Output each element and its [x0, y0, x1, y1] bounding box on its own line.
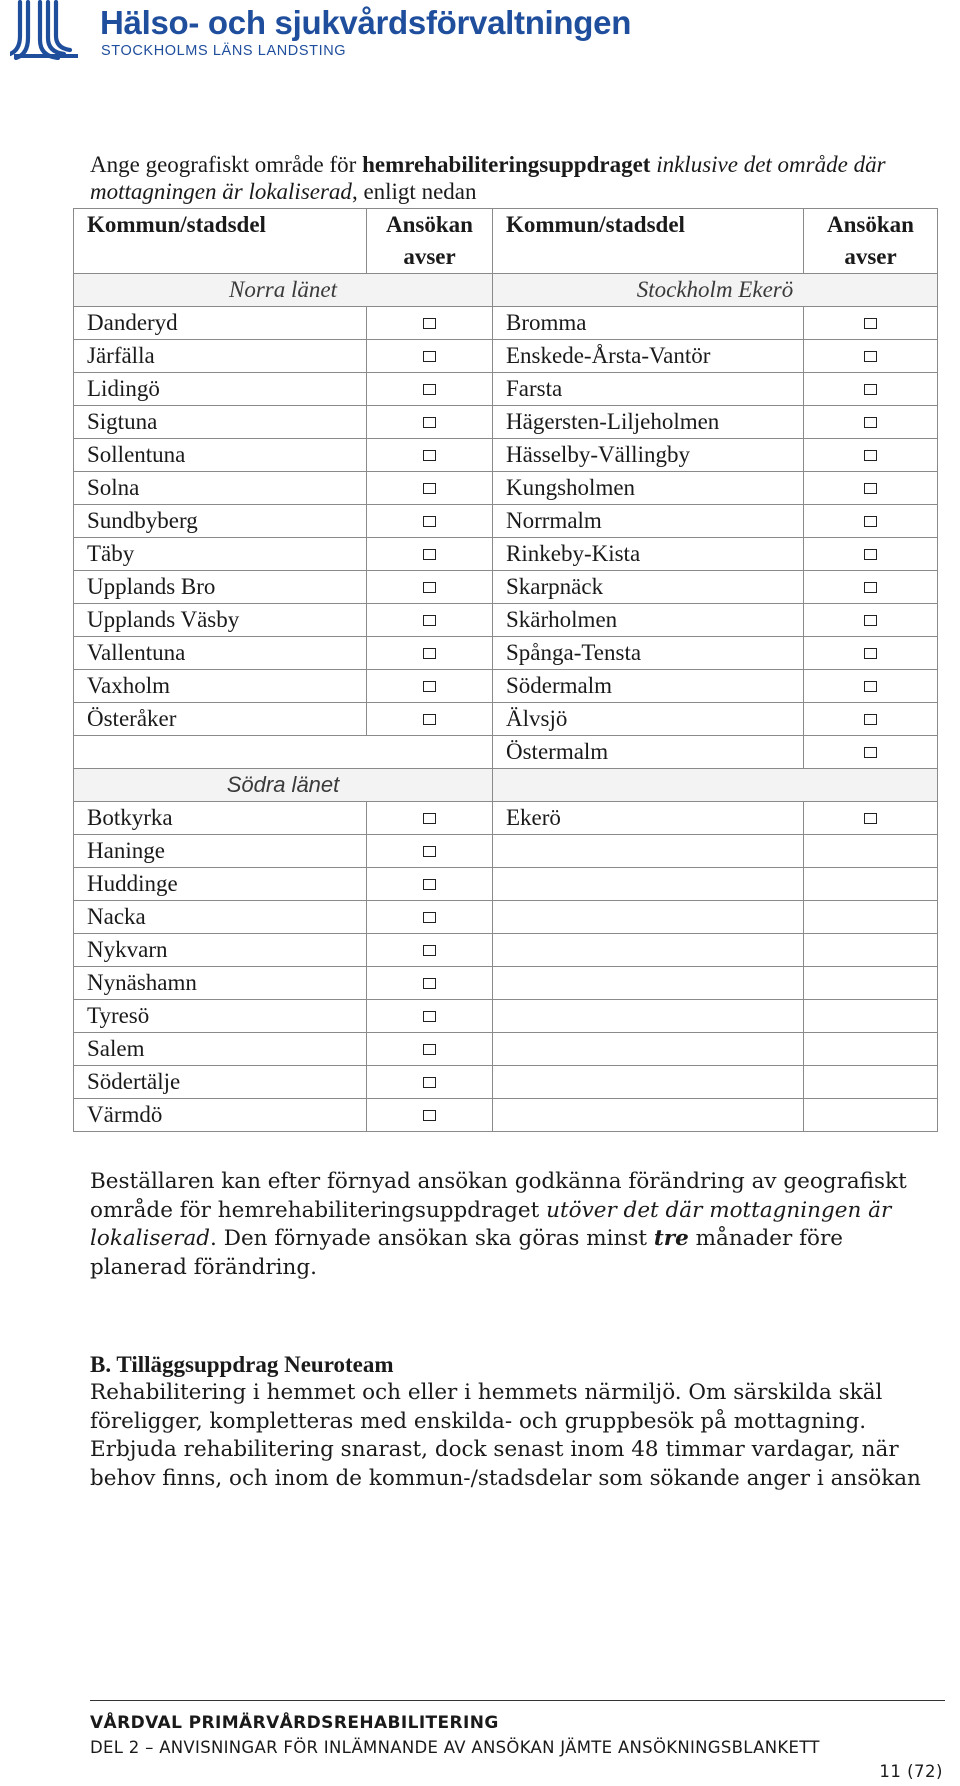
empty-cell [804, 967, 938, 1000]
checkbox-icon[interactable] [423, 945, 436, 956]
header-area-right: Kommun/stadsdel [493, 209, 804, 274]
empty-cell [804, 835, 938, 868]
checkbox-icon[interactable] [864, 450, 877, 461]
area-name: Botkyrka [74, 802, 367, 835]
empty-cell [493, 1000, 804, 1033]
table-row [74, 934, 938, 967]
section-title: B. Tilläggsuppdrag Neuroteam [90, 1352, 394, 1377]
empty-cell [493, 868, 804, 901]
table-row [74, 835, 938, 868]
empty-cell [74, 736, 493, 769]
area-name: Hässelby-Vällingby [493, 439, 804, 472]
area-name: Vaxholm [74, 670, 367, 703]
empty-cell [804, 868, 938, 901]
header-apply-right: Ansökan avser [804, 209, 938, 274]
table-row [74, 736, 938, 769]
area-name: Södermalm [493, 670, 804, 703]
checkbox-icon[interactable] [423, 813, 436, 824]
area-checkbox-cell [367, 1000, 493, 1033]
checkbox-icon[interactable] [423, 582, 436, 593]
area-checkbox-cell [804, 307, 938, 340]
table-row [74, 868, 938, 901]
area-checkbox-cell [367, 1033, 493, 1066]
area-name: Östermalm [493, 736, 804, 769]
area-name: Nacka [74, 901, 367, 934]
checkbox-icon[interactable] [423, 846, 436, 857]
footer-divider [90, 1700, 945, 1701]
area-checkbox-cell [367, 505, 493, 538]
area-name: Bromma [493, 307, 804, 340]
footer-subtitle: DEL 2 – ANVISNINGAR FÖR INLÄMNANDE AV ANSÖKAN JÄMTE ANSÖKNINGSBLANKETT [90, 1738, 820, 1757]
region-stockholm: Stockholm Ekerö [493, 274, 938, 307]
area-name: Ekerö [493, 802, 804, 835]
checkbox-icon[interactable] [423, 714, 436, 725]
empty-cell [493, 901, 804, 934]
area-name: Upplands Bro [74, 571, 367, 604]
area-name: Huddinge [74, 868, 367, 901]
table-row [74, 505, 938, 538]
table-row [74, 307, 938, 340]
area-checkbox-cell [367, 967, 493, 1000]
header-apply-left: Ansökan avser [367, 209, 493, 274]
area-name: Täby [74, 538, 367, 571]
checkbox-icon[interactable] [423, 879, 436, 890]
region-row [74, 769, 938, 802]
table-row [74, 901, 938, 934]
checkbox-icon[interactable] [864, 615, 877, 626]
area-name: Värmdö [74, 1099, 367, 1132]
area-checkbox-cell [804, 802, 938, 835]
intro-part4: , enligt nedan [351, 179, 477, 204]
area-checkbox-cell [804, 538, 938, 571]
checkbox-icon[interactable] [423, 1077, 436, 1088]
area-checkbox-cell [804, 340, 938, 373]
footer-title: VÅRDVAL PRIMÄRVÅRDSREHABILITERING [90, 1713, 499, 1733]
area-checkbox-cell [804, 571, 938, 604]
area-table [73, 208, 938, 1132]
para-part4: tre [653, 1226, 689, 1251]
intro-part2: hemrehabiliteringsuppdraget [362, 152, 651, 177]
table-row [74, 373, 938, 406]
empty-cell [493, 769, 938, 802]
section-body: Rehabilitering i hemmet och eller i hemmets närmiljö. Om särskilda skäl föreligger, kompletteras med enskilda- och gruppbesök på mottagning. Erbjuda rehabilitering snarast, dock senast inom 48 timmar vardagar, när behov finns, och inom de kommun-/stadsdelar som sökande anger i ansökan [90, 1380, 921, 1491]
area-checkbox-cell [367, 1099, 493, 1132]
area-name: Skärholmen [493, 604, 804, 637]
area-checkbox-cell [367, 703, 493, 736]
area-checkbox-cell [804, 604, 938, 637]
table-row [74, 472, 938, 505]
area-checkbox-cell [367, 868, 493, 901]
empty-cell [804, 901, 938, 934]
area-name: Salem [74, 1033, 367, 1066]
checkbox-icon[interactable] [864, 747, 877, 758]
area-name: Lidingö [74, 373, 367, 406]
empty-cell [804, 1099, 938, 1132]
intro-text [90, 151, 920, 205]
checkbox-icon[interactable] [864, 351, 877, 362]
checkbox-icon[interactable] [423, 318, 436, 329]
area-checkbox-cell [367, 439, 493, 472]
empty-cell [493, 1066, 804, 1099]
checkbox-icon[interactable] [423, 450, 436, 461]
area-name: Skarpnäck [493, 571, 804, 604]
area-checkbox-cell [367, 472, 493, 505]
area-checkbox-cell [804, 703, 938, 736]
checkbox-icon[interactable] [423, 615, 436, 626]
checkbox-icon[interactable] [864, 648, 877, 659]
area-checkbox-cell [367, 637, 493, 670]
empty-cell [804, 1000, 938, 1033]
table-row [74, 1066, 938, 1099]
area-checkbox-cell [367, 307, 493, 340]
area-checkbox-cell [804, 373, 938, 406]
empty-cell [493, 967, 804, 1000]
para-part2: utöver det där mottagningen är lokaliserad [90, 1197, 892, 1251]
area-checkbox-cell [367, 571, 493, 604]
area-name: Solna [74, 472, 367, 505]
checkbox-icon[interactable] [423, 351, 436, 362]
area-checkbox-cell [804, 439, 938, 472]
checkbox-icon[interactable] [423, 1011, 436, 1022]
org-subtitle: STOCKHOLMS LÄNS LANDSTING [101, 43, 347, 59]
checkbox-icon[interactable] [423, 1110, 436, 1121]
table-row [74, 703, 938, 736]
checkbox-icon[interactable] [864, 384, 877, 395]
intro-part1: Ange geografiskt område för [90, 152, 363, 177]
table-row [74, 604, 938, 637]
area-table-body [74, 274, 938, 1132]
checkbox-icon[interactable] [423, 384, 436, 395]
area-checkbox-cell [367, 802, 493, 835]
empty-cell [804, 934, 938, 967]
table-row [74, 637, 938, 670]
empty-cell [493, 1033, 804, 1066]
area-checkbox-cell [367, 835, 493, 868]
checkbox-icon[interactable] [864, 813, 877, 824]
checkbox-icon[interactable] [423, 417, 436, 428]
area-checkbox-cell [367, 604, 493, 637]
empty-cell [804, 1066, 938, 1099]
region-row [74, 274, 938, 307]
para-part1: Beställaren kan efter förnyad ansökan godkänna förändring av geografiskt område för hemrehabiliteringsuppdraget [90, 1169, 907, 1223]
table-row [74, 1033, 938, 1066]
area-name: Sollentuna [74, 439, 367, 472]
table-row [74, 1000, 938, 1033]
area-name: Enskede-Årsta-Vantör [493, 340, 804, 373]
area-checkbox-cell [367, 670, 493, 703]
table-header-row [74, 209, 938, 274]
intro-part3: inklusive det område där mottagningen är lokaliserad [90, 152, 886, 204]
area-name: Hägersten-Liljeholmen [493, 406, 804, 439]
area-checkbox-cell [367, 538, 493, 571]
region-norra: Norra länet [74, 274, 493, 307]
checkbox-icon[interactable] [864, 516, 877, 527]
org-name: Hälso- och sjukvårdsförvaltningen [100, 4, 632, 41]
table-row [74, 670, 938, 703]
empty-cell [493, 934, 804, 967]
area-checkbox-cell [367, 901, 493, 934]
table-row [74, 340, 938, 373]
checkbox-icon[interactable] [864, 318, 877, 329]
empty-cell [493, 835, 804, 868]
checkbox-icon[interactable] [423, 483, 436, 494]
area-checkbox-cell [367, 373, 493, 406]
area-name: Vallentuna [74, 637, 367, 670]
area-name: Nykvarn [74, 934, 367, 967]
area-name: Farsta [493, 373, 804, 406]
area-name: Rinkeby-Kista [493, 538, 804, 571]
area-checkbox-cell [367, 340, 493, 373]
checkbox-icon[interactable] [864, 549, 877, 560]
table-row [74, 1099, 938, 1132]
area-checkbox-cell [804, 736, 938, 769]
table-row [74, 406, 938, 439]
checkbox-icon[interactable] [423, 681, 436, 692]
header-area-left: Kommun/stadsdel [74, 209, 367, 274]
area-name: Norrmalm [493, 505, 804, 538]
area-checkbox-cell [804, 406, 938, 439]
area-checkbox-cell [367, 406, 493, 439]
area-checkbox-cell [367, 934, 493, 967]
area-checkbox-cell [804, 637, 938, 670]
empty-cell [493, 1099, 804, 1132]
change-paragraph [90, 1168, 930, 1282]
area-name: Österåker [74, 703, 367, 736]
checkbox-icon[interactable] [864, 417, 877, 428]
area-name: Sigtuna [74, 406, 367, 439]
area-name: Haninge [74, 835, 367, 868]
checkbox-icon[interactable] [423, 648, 436, 659]
area-checkbox-cell [804, 472, 938, 505]
table-row [74, 571, 938, 604]
area-checkbox-cell [367, 1066, 493, 1099]
area-name: Spånga-Tensta [493, 637, 804, 670]
empty-cell [804, 1033, 938, 1066]
area-name: Tyresö [74, 1000, 367, 1033]
area-name: Södertälje [74, 1066, 367, 1099]
table-row [74, 967, 938, 1000]
area-checkbox-cell [804, 670, 938, 703]
table-row [74, 802, 938, 835]
checkbox-icon[interactable] [423, 549, 436, 560]
checkbox-icon[interactable] [864, 483, 877, 494]
sll-logo-icon [10, 0, 90, 60]
checkbox-icon[interactable] [864, 714, 877, 725]
table-row [74, 439, 938, 472]
area-name: Upplands Väsby [74, 604, 367, 637]
checkbox-icon[interactable] [423, 1044, 436, 1055]
table-row [74, 538, 938, 571]
area-name: Sundbyberg [74, 505, 367, 538]
page-header [8, 0, 708, 64]
checkbox-icon[interactable] [423, 516, 436, 527]
area-name: Kungsholmen [493, 472, 804, 505]
area-name: Danderyd [74, 307, 367, 340]
region-sodra: Södra länet [74, 769, 493, 802]
area-name: Järfälla [74, 340, 367, 373]
page-number: 11 (72) [879, 1762, 943, 1781]
checkbox-icon[interactable] [864, 681, 877, 692]
area-name: Älvsjö [493, 703, 804, 736]
checkbox-icon[interactable] [423, 978, 436, 989]
area-checkbox-cell [804, 505, 938, 538]
area-name: Nynäshamn [74, 967, 367, 1000]
checkbox-icon[interactable] [423, 912, 436, 923]
para-part5: månader före planerad förändring. [90, 1226, 843, 1280]
para-part3: . Den förnyade ansökan ska göras minst [210, 1226, 654, 1251]
checkbox-icon[interactable] [864, 582, 877, 593]
